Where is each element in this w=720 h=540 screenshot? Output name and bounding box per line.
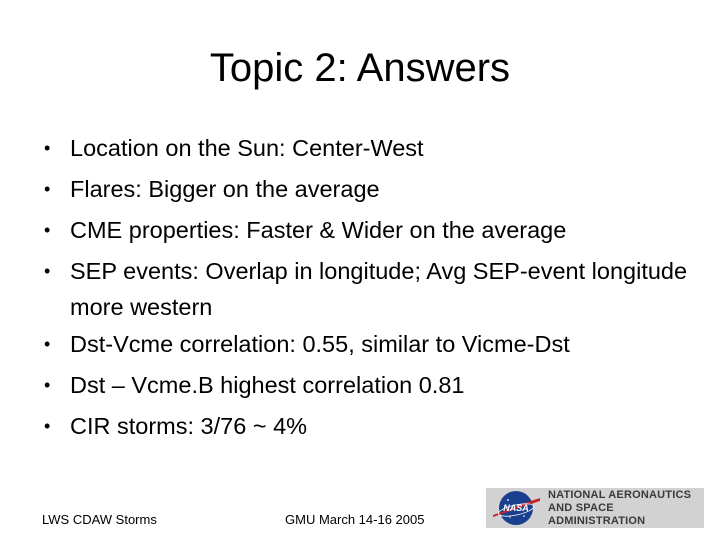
nasa-line-1: NATIONAL AERONAUTICS [548,488,692,501]
bullet-marker: • [44,138,51,158]
bullet-list [44,130,694,449]
bullet-item [44,171,694,207]
footer-event-name: LWS CDAW Storms [42,512,157,527]
bullet-marker: • [44,179,51,199]
bullet-marker: • [44,375,51,395]
bullet-marker: • [44,261,51,281]
nasa-meatball-icon [486,488,546,528]
bullet-text: CME properties: Faster & Wider on the average [70,217,567,243]
bullet-item [44,367,694,403]
bullet-item [44,130,694,166]
slide-title: Topic 2: Answers [209,46,511,90]
nasa-wordmark [546,489,704,528]
bullet-item [44,326,694,362]
bullet-text: Dst-Vcme correlation: 0.55, similar to Vicme-Dst [70,331,570,357]
bullet-text: SEP events: Overlap in longitude; Avg SEP-event longitude more western [70,258,688,320]
bullet-text: Dst – Vcme.B highest correlation 0.81 [70,372,465,398]
bullet-text: CIR storms: 3/76 ~ 4% [70,413,308,439]
bullet-text: Location on the Sun: Center-West [70,135,424,161]
bullet-item [44,408,694,444]
footer-meeting-date: GMU March 14-16 2005 [285,512,425,527]
bullet-marker: • [44,416,51,436]
bullet-text: Flares: Bigger on the average [70,176,380,202]
nasa-emblem-text: NASA [503,503,529,513]
nasa-line-2: AND SPACE ADMINISTRATION [548,501,646,527]
bullet-item [44,253,694,325]
bullet-marker: • [44,334,51,354]
bullet-marker: • [44,220,51,240]
nasa-banner [486,488,704,528]
bullet-item [44,212,694,248]
